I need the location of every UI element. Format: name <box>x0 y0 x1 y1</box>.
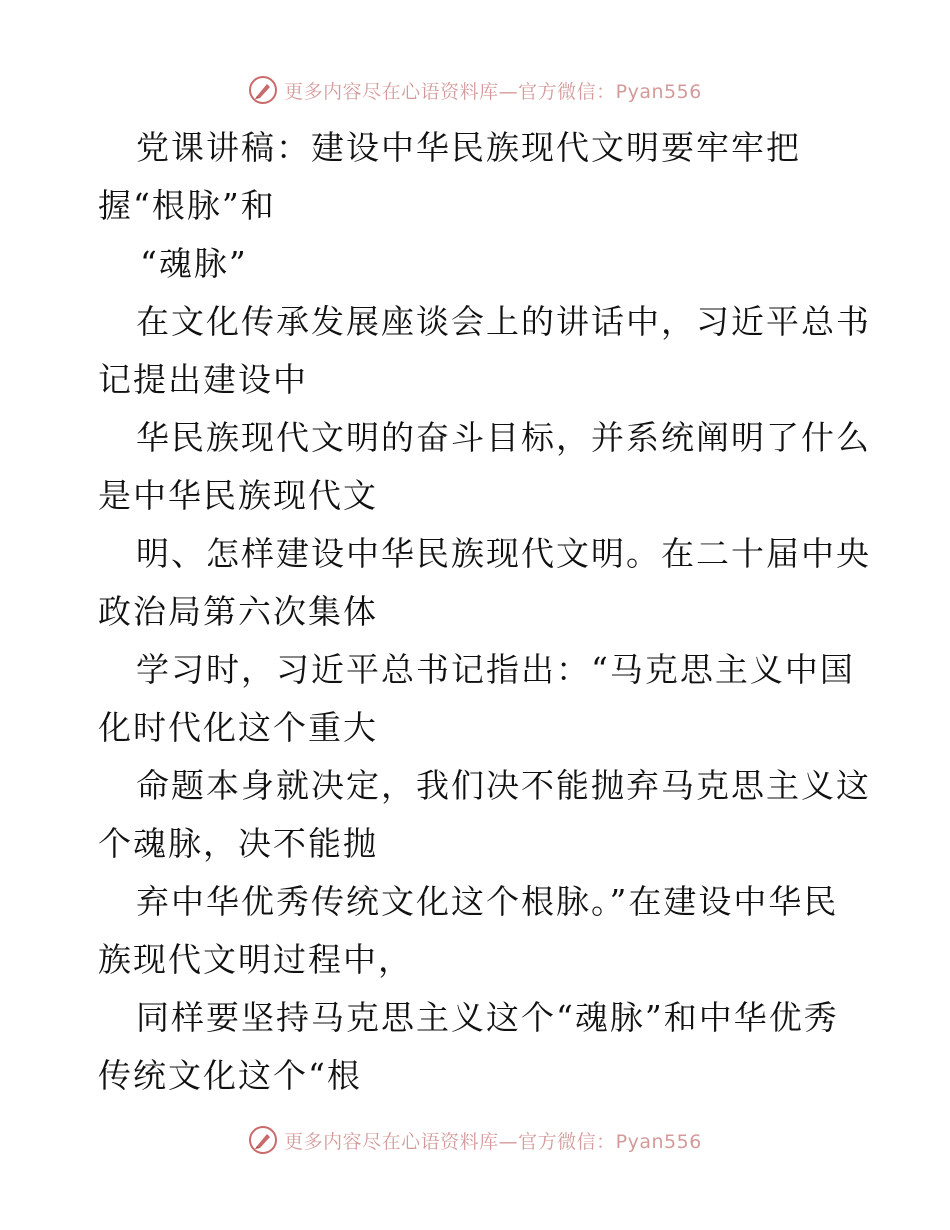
paragraph-line: 同样要坚持马克思主义这个“魂脉”和中华优秀 <box>136 998 839 1037</box>
paragraph-line: 华民族现代文明的奋斗目标，并系统阐明了什么 <box>136 418 871 457</box>
pen-nib-icon <box>248 1125 278 1155</box>
paragraph-line: 记提出建设中 <box>98 360 308 399</box>
paragraph-line: 明、怎样建设中华民族现代文明。在二十届中央 <box>136 534 871 573</box>
footer-watermark <box>0 1122 950 1158</box>
paragraph-line: 族现代文明过程中， <box>98 940 413 979</box>
paragraph-line: 命题本身就决定，我们决不能抛弃马克思主义这 <box>136 766 871 805</box>
paragraph-line: 学习时，习近平总书记指出：“马克思主义中国 <box>136 650 855 689</box>
title-line-2: 握“根脉”和 <box>98 186 276 225</box>
paragraph-line: 在文化传承发展座谈会上的讲话中，习近平总书 <box>136 302 871 341</box>
watermark-text: 更多内容尽在心语资料库—官方微信：Pyan556 <box>284 80 702 103</box>
paragraph-line: 政治局第六次集体 <box>98 592 378 631</box>
paragraph-line: 弃中华优秀传统文化这个根脉。”在建设中华民 <box>136 882 839 921</box>
title-line-1: 党课讲稿：建设中华民族现代文明要牢牢把 <box>136 128 801 167</box>
title-line-3: “魂脉” <box>140 244 248 283</box>
paragraph-line: 化时代化这个重大 <box>98 708 378 747</box>
paragraph-line: 是中华民族现代文 <box>98 476 378 515</box>
watermark-text: 更多内容尽在心语资料库—官方微信：Pyan556 <box>284 1130 702 1153</box>
paragraph-line: 个魂脉，决不能抛 <box>98 824 378 863</box>
paragraph-line: 传统文化这个“根 <box>98 1056 362 1095</box>
